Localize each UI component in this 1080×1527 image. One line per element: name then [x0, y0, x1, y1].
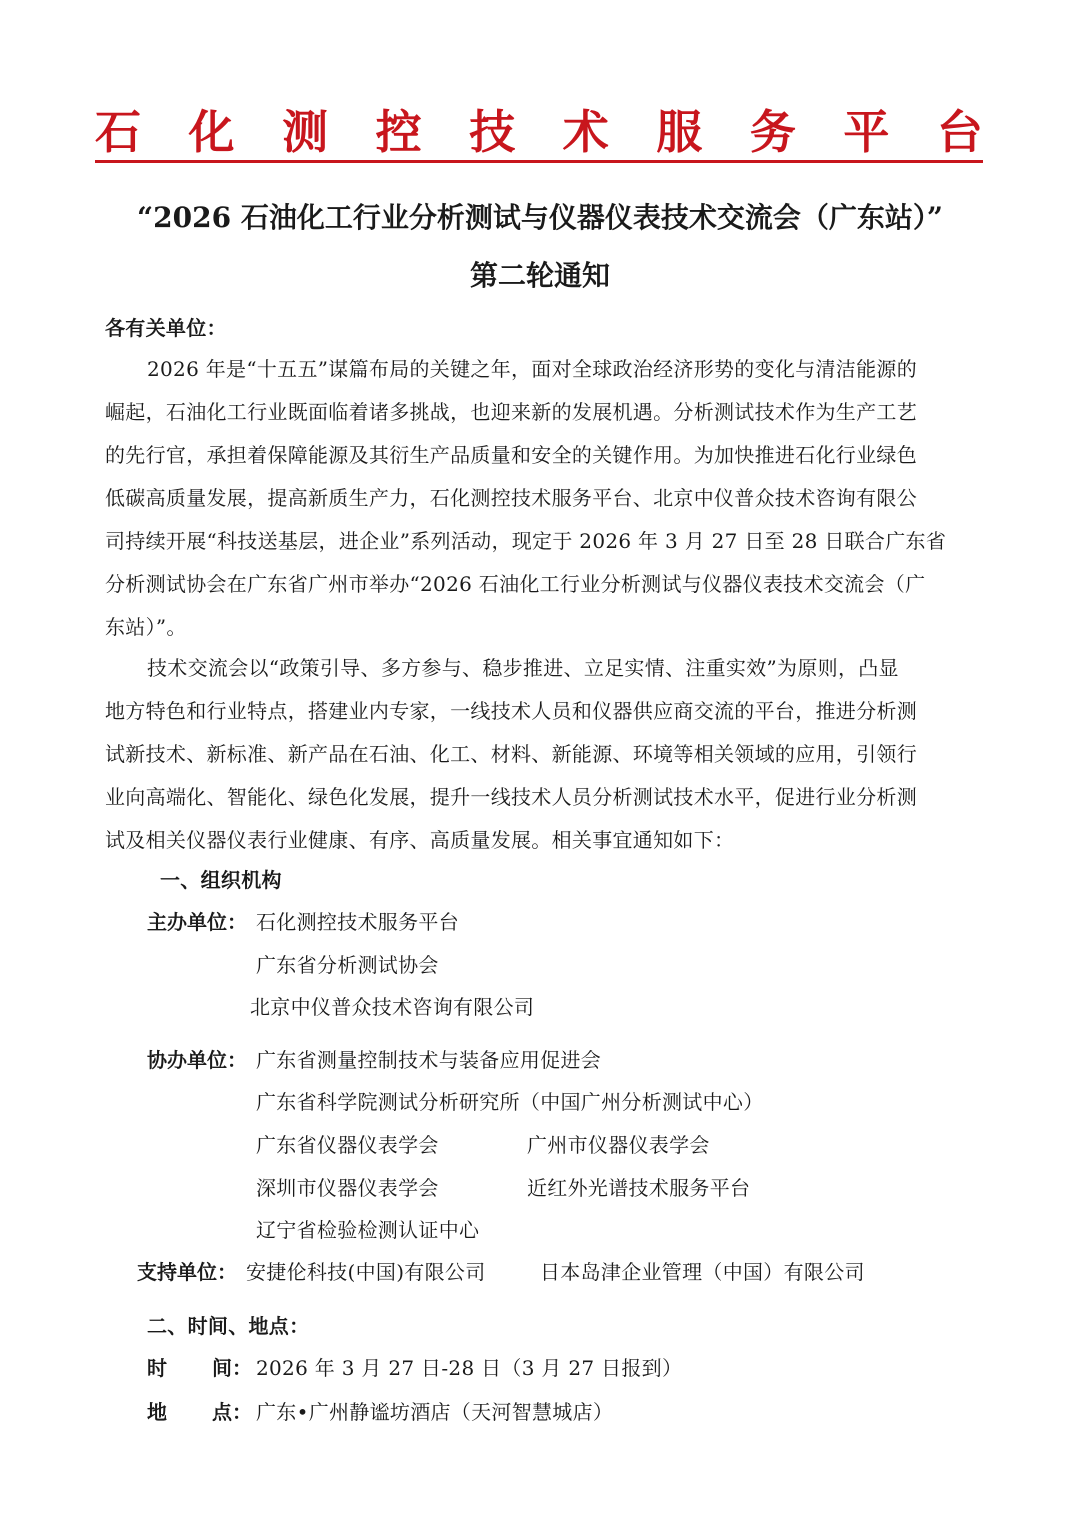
section-heading-time-place: 二、时间、地点： [147, 1314, 310, 1338]
header-char: 务 [749, 105, 796, 159]
co-organizer-item: 广东省科学院测试分析研究所（中国广州分析测试中心） [256, 1090, 764, 1114]
paragraph-line: 分析测试协会在广东省广州市举办“2026 石油化工行业分析测试与仪器仪表技术交流会（广 [105, 572, 926, 596]
paragraph-line: 崛起，石油化工行业既面临着诸多挑战，也迎来新的发展机遇。分析测试技术作为生产工艺 [105, 400, 917, 424]
header-char: 术 [562, 105, 609, 159]
paragraph-line: 低碳高质量发展，提高新质生产力，石化测控技术服务平台、北京中仪普众技术咨询有限公 [105, 486, 917, 510]
paragraph-line: 东站）”。 [105, 615, 187, 639]
host-item: 石化测控技术服务平台 [256, 910, 459, 934]
paragraph-line: 试及相关仪器仪表行业健康、有序、高质量发展。相关事宜通知如下： [105, 828, 735, 852]
header-char: 控 [375, 105, 422, 159]
header-divider [95, 160, 983, 163]
paragraph-line: 业向高端化、智能化、绿色化发展，提升一线技术人员分析测试技术水平，促进行业分析测 [105, 785, 917, 809]
co-organizer-item: 近红外光谱技术服务平台 [527, 1176, 751, 1200]
paragraph-line: 试新技术、新标准、新产品在石油、化工、材料、新能源、环境等相关领域的应用，引领行 [105, 742, 917, 766]
time-label-second: 间： [212, 1356, 252, 1380]
section-heading-organization: 一、组织机构 [160, 868, 282, 892]
header-char: 平 [843, 105, 890, 159]
header-char: 台 [936, 105, 983, 159]
place-value: 广东•广州静谧坊酒店（天河智慧城店） [256, 1400, 614, 1424]
place-label-second: 点： [212, 1400, 252, 1424]
time-label-first: 时 [147, 1356, 167, 1380]
host-item: 广东省分析测试协会 [256, 953, 439, 977]
co-organizer-label: 协办单位： [147, 1048, 247, 1072]
time-value: 2026 年 3 月 27 日-28 日（3 月 27 日报到） [256, 1356, 683, 1380]
paragraph-line: 2026 年是“十五五”谋篇布局的关键之年，面对全球政治经济形势的变化与清洁能源的 [147, 357, 918, 381]
co-organizer-item: 深圳市仪器仪表学会 [256, 1176, 439, 1200]
co-organizer-item: 广东省仪器仪表学会 [256, 1133, 439, 1157]
co-organizer-item: 广州市仪器仪表学会 [527, 1133, 710, 1157]
header-char: 服 [656, 105, 703, 159]
salutation: 各有关单位： [105, 316, 227, 340]
place-label-first: 地 [147, 1400, 167, 1424]
document-subtitle: 第二轮通知 [469, 259, 610, 292]
header-char: 技 [469, 105, 516, 159]
document-title: “2026 石油化工行业分析测试与仪器仪表技术交流会（广东站）” [137, 201, 943, 234]
paragraph-line: 司持续开展“科技送基层，进企业”系列活动，现定于 2026 年 3 月 27 日至 28 日联合广东省 [105, 529, 947, 553]
platform-header [95, 100, 983, 164]
header-char: 石 [95, 105, 141, 159]
supporter-item: 日本岛津企业管理（中国）有限公司 [540, 1260, 865, 1284]
header-char: 测 [282, 105, 329, 159]
paragraph-line: 地方特色和行业特点，搭建业内专家，一线技术人员和仪器供应商交流的平台，推进分析测 [105, 699, 917, 723]
header-char: 化 [188, 105, 235, 159]
co-organizer-item: 广东省测量控制技术与装备应用促进会 [256, 1048, 602, 1072]
paragraph-line: 的先行官，承担着保障能源及其衍生产品质量和安全的关键作用。为加快推进石化行业绿色 [105, 443, 917, 467]
supporter-item: 安捷伦科技(中国)有限公司 [246, 1260, 486, 1284]
paragraph-line: 技术交流会以“政策引导、多方参与、稳步推进、立足实情、注重实效”为原则，凸显 [147, 656, 899, 680]
co-organizer-item: 辽宁省检验检测认证中心 [256, 1218, 480, 1242]
host-label: 主办单位： [147, 910, 247, 934]
supporter-label: 支持单位： [137, 1260, 237, 1284]
host-item: 北京中仪普众技术咨询有限公司 [250, 995, 535, 1019]
